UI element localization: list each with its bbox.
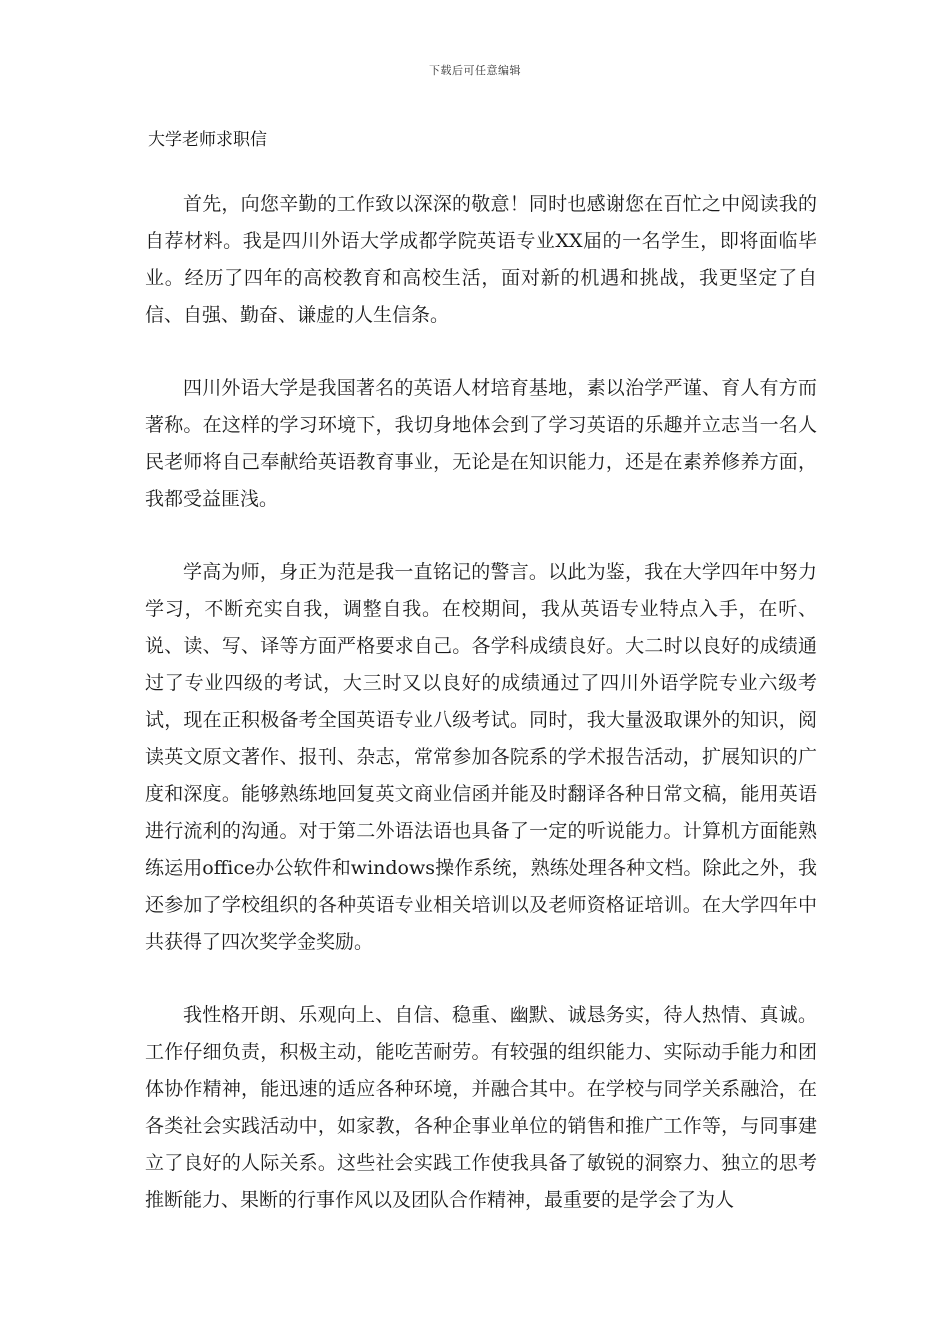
paragraph-3: 学高为师，身正为范是我一直铭记的警言。以此为鉴，我在大学四年中努力学习，不断充实自我，调整自我。在校期间，我从英语专业特点入手，在听、说、读、写、译等方面严格要求自己。各学科成绩良好。大二时以良好的成绩通过了专业四级的考试，大三时又以良好的成绩通过了四川外语学院专业六级考试，现在正积极备考全国英语专业八级考试。同时，我大量汲取课外的知识，阅读英文原文著作、报刊、杂志，常常参加各院系的学术报告活动，扩展知识的广度和深度。能够熟练地回复英文商业信函并能及时翻译各种日常文稿，能用英语进行流利的沟通。对于第二外语法语也具备了一定的听说能力。计算机方面能熟练运用office办公软件和windows操作系统，熟练处理各种文档。除此之外，我还参加了学校组织的各种英语专业相关培训以及老师资格证培训。在大学四年中共获得了四次奖学金奖励。 [145, 561, 817, 953]
document-title: 大学老师求职信 [148, 130, 267, 150]
document-body [145, 186, 817, 1255]
header-note: 下载后可任意编辑 [429, 64, 521, 77]
paragraph-4: 我性格开朗、乐观向上、自信、稳重、幽默、诚恳务实，待人热情、真诚。工作仔细负责，积极主动，能吃苦耐劳。有较强的组织能力、实际动手能力和团体协作精神，能迅速的适应各种环境，并融合其中。在学校与同学关系融洽，在各类社会实践活动中，如家教，各种企事业单位的销售和推广工作等，与同事建立了良好的人际关系。这些社会实践工作使我具备了敏锐的洞察力、独立的思考推断能力、果断的行事作风以及团队合作精神，最重要的是学会了为人 [145, 1004, 817, 1211]
paragraph-1: 首先，向您辛勤的工作致以深深的敬意！同时也感谢您在百忙之中阅读我的自荐材料。我是四川外语大学成都学院英语专业XX届的一名学生，即将面临毕业。经历了四年的高校教育和高校生活，面对新的机遇和挑战，我更坚定了自信、自强、勤奋、谦虚的人生信条。 [145, 193, 817, 326]
paragraph-2: 四川外语大学是我国著名的英语人材培育基地，素以治学严谨、育人有方而著称。在这样的学习环境下，我切身地体会到了学习英语的乐趣并立志当一名人民老师将自己奉献给英语教育事业，无论是在知识能力，还是在素养修养方面，我都受益匪浅。 [145, 377, 817, 510]
